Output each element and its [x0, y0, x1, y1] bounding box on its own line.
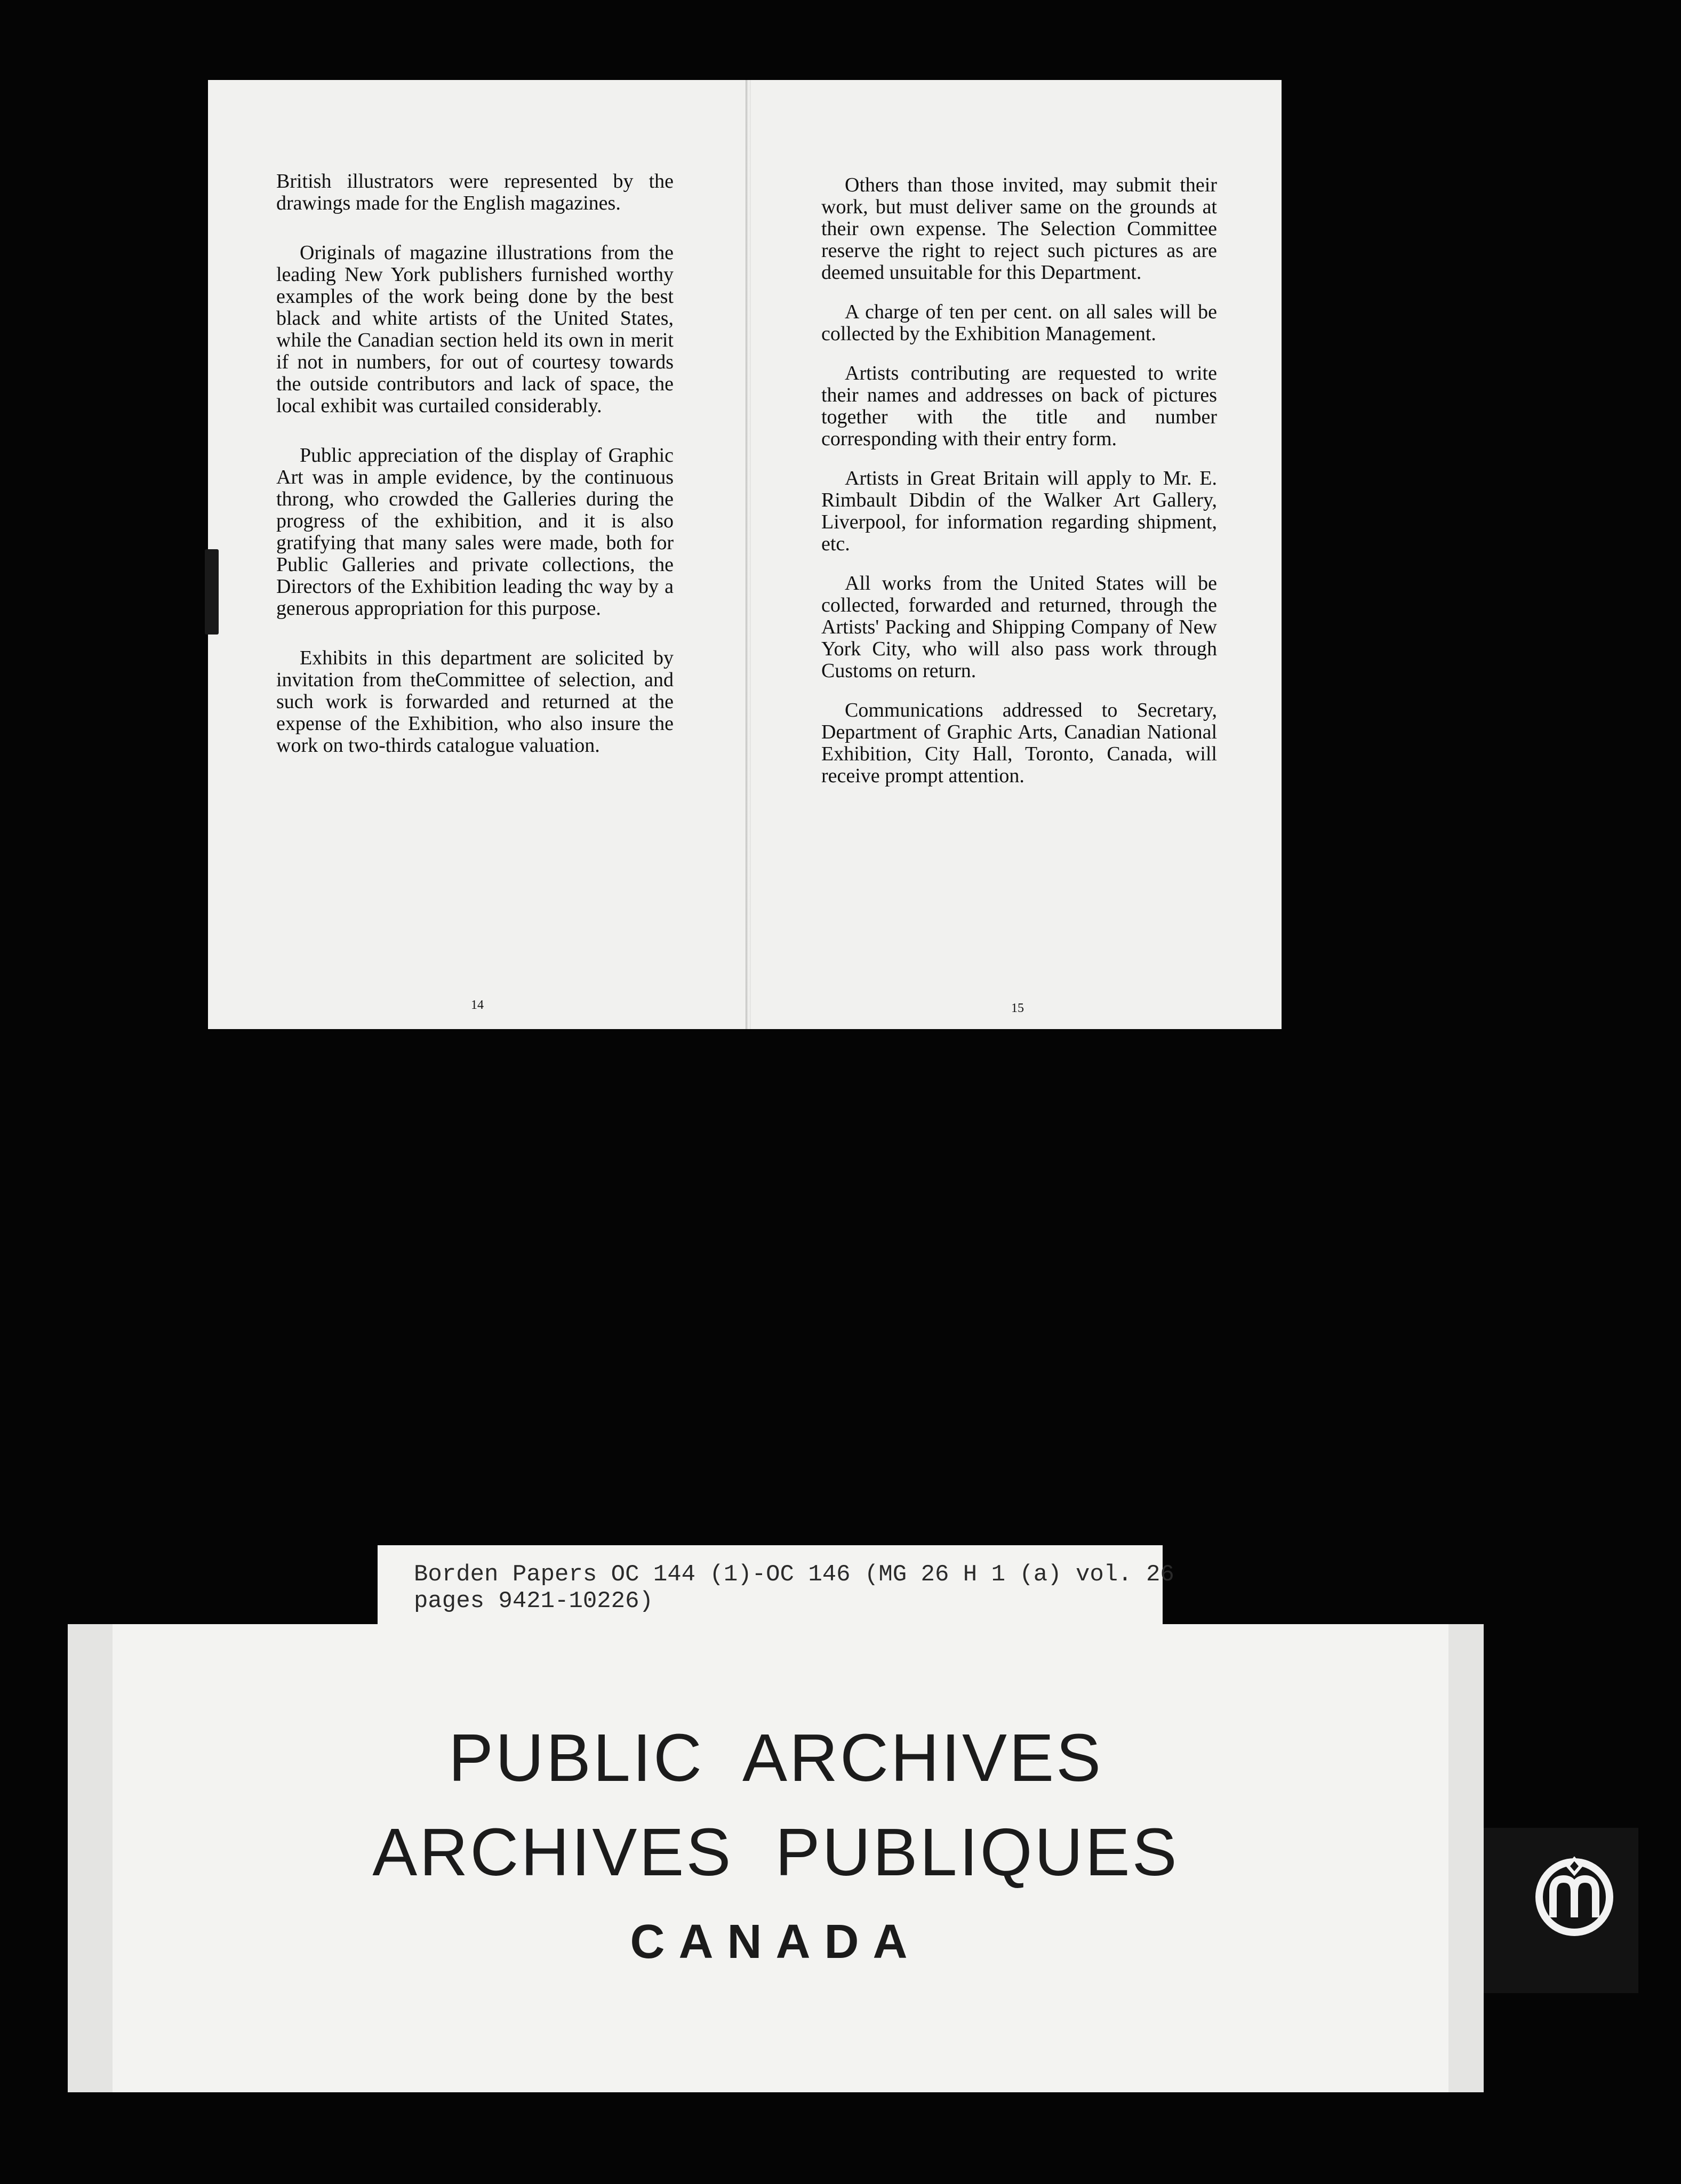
right-paragraph-2: A charge of ten per cent. on all sales will be collected by the Exhibition Management.: [821, 301, 1217, 345]
left-paragraph-1: British illustrators were represented by the drawings made for the English magazines.: [276, 170, 674, 214]
left-paragraph-4: Exhibits in this department are solicited by invitation from theCommittee of selection, and such work is forwarded and returned at the expense of the Exhibition, who also insure the work on two-thirds catalogue valuation.: [276, 647, 674, 757]
archives-country: CANADA: [630, 1915, 922, 1969]
right-page-text: [821, 174, 1217, 805]
right-paragraph-6: Communications addressed to Secretary, Department of Graphic Arts, Canadian National Exhibition, City Hall, Toronto, Canada, will receive prompt attention.: [821, 699, 1217, 787]
right-paragraph-3: Artists contributing are requested to write their names and addresses on back of pictures together with the title and number corresponding with their entry form.: [821, 362, 1217, 450]
left-paragraph-3: Public appreciation of the display of Graphic Art was in ample evidence, by the continuous throng, who crowded the Galleries during the progress of the exhibition, and it is also gratifying that many sales were made, both for Public Galleries and private collections, the Directors of the Exhibition leading thc way by a generous appropriation for this purpose.: [276, 444, 674, 620]
right-paragraph-5: All works from the United States will be collected, forwarded and returned, through the Artists' Packing and Shipping Company of New York City, who will also pass work through Customs on return.: [821, 572, 1217, 682]
left-page-text: [276, 171, 674, 784]
right-paragraph-1: Others than those invited, may submit their work, but must deliver same on the grounds at their own expense. The Selection Committee reserve the right to reject such pictures as are deemed unsuitable for this Department.: [821, 174, 1217, 284]
binder-clip: [205, 549, 219, 635]
right-paragraph-4: Artists in Great Britain will apply to Mr. E. Rimbault Dibdin of the Walker Art Gallery, Liverpool, for information regarding shipment, etc.: [821, 467, 1217, 555]
archives-title-english: PUBLIC ARCHIVES: [448, 1720, 1103, 1795]
reference-label-line-1: Borden Papers OC 144 (1)-OC 146 (MG 26 H 1 (a) vol. 26: [414, 1561, 1174, 1588]
microfilm-logo-icon: [1532, 1854, 1617, 1940]
right-page: [751, 80, 1282, 1029]
archives-card: [68, 1624, 1484, 2092]
right-page-number: 15: [1011, 1001, 1024, 1015]
archives-title-french: ARCHIVES PUBLIQUES: [372, 1814, 1179, 1890]
left-paragraph-2: Originals of magazine illustrations from the leading New York publishers furnished worthy examples of the work being done by the best black and white artists of the United States, while the Canadian section held its own in merit if not in numbers, for out of courtesy towards the outside contributors and lack of space, the local exhibit was curtailed considerably.: [276, 242, 674, 417]
left-page: [208, 80, 747, 1029]
left-page-number: 14: [471, 998, 484, 1012]
reference-label: [378, 1545, 1174, 1625]
reference-label-line-2: pages 9421-10226): [414, 1588, 653, 1615]
